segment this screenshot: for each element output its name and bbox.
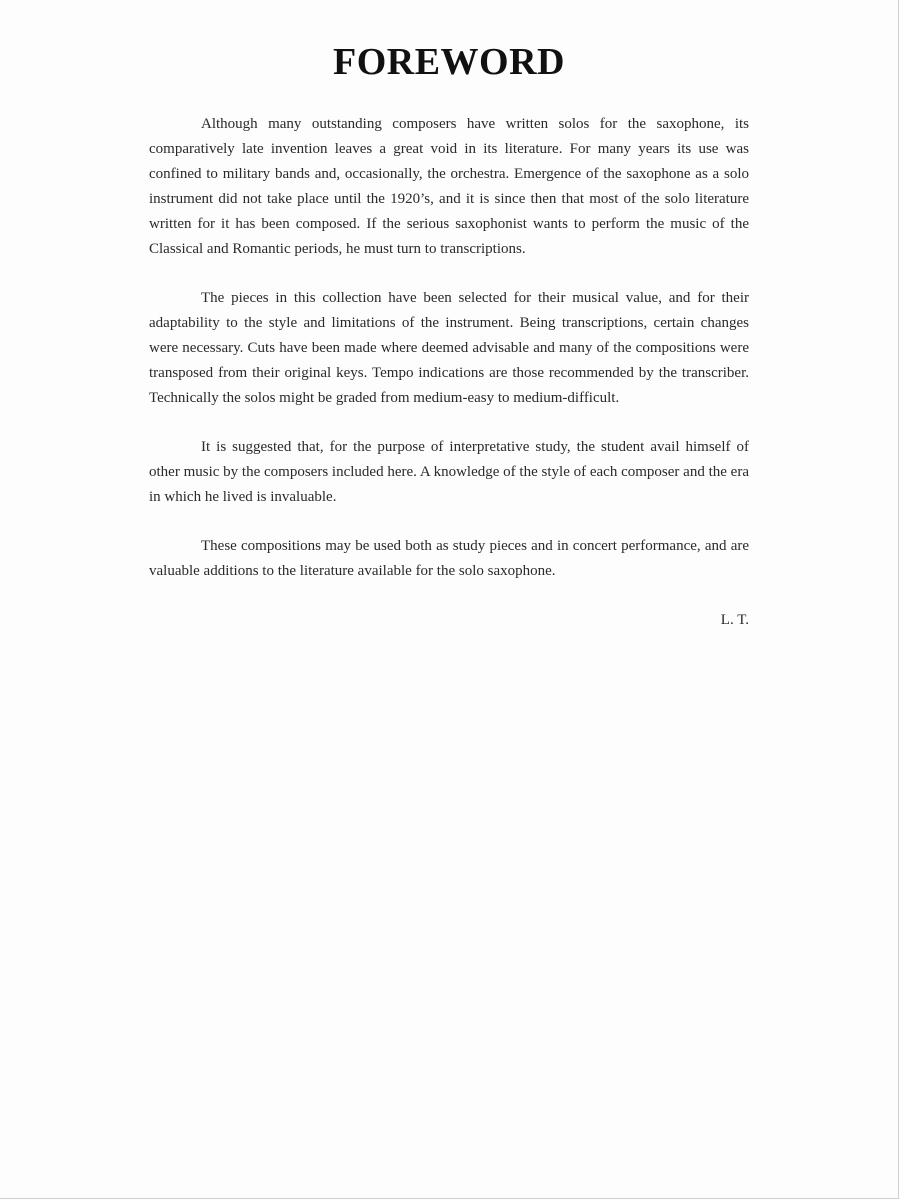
page-title: FOREWORD — [333, 41, 565, 83]
paragraph-3: It is suggested that, for the purpose of interpretative study, the student avail himself of other music by the composers included here. A knowledge of the style of each composer and the era in which he lived is invaluable. — [149, 439, 749, 505]
paragraph-2: The pieces in this collection have been selected for their musical value, and for their adaptability to the style and limitations of the instrument. Being transcriptions, certain changes were necessary. Cuts have been made where deemed advisable and many of the compositions were transposed from their original keys. Tempo indications are those recommended by the transcriber. Technically the solos might be graded from medium-easy to medium-difficult. — [149, 290, 749, 406]
author-signature: L. T. — [720, 612, 749, 628]
paragraph-1: Although many outstanding composers have written solos for the saxophone, its comparatively late invention leaves a great void in its literature. For many years its use was confined to military bands and, occasionally, the orchestra. Emergence of the saxophone as a solo instrument did not take place until the 1920’s, and it is since then that most of the solo literature written for it has been composed. If the serious saxophonist wants to perform the music of the Classical and Romantic periods, he must turn to transcriptions. — [149, 116, 749, 257]
foreword-body — [149, 112, 749, 633]
paragraph-4: These compositions may be used both as study pieces and in concert performance, and are valuable additions to the literature available for the solo saxophone. — [149, 538, 749, 579]
